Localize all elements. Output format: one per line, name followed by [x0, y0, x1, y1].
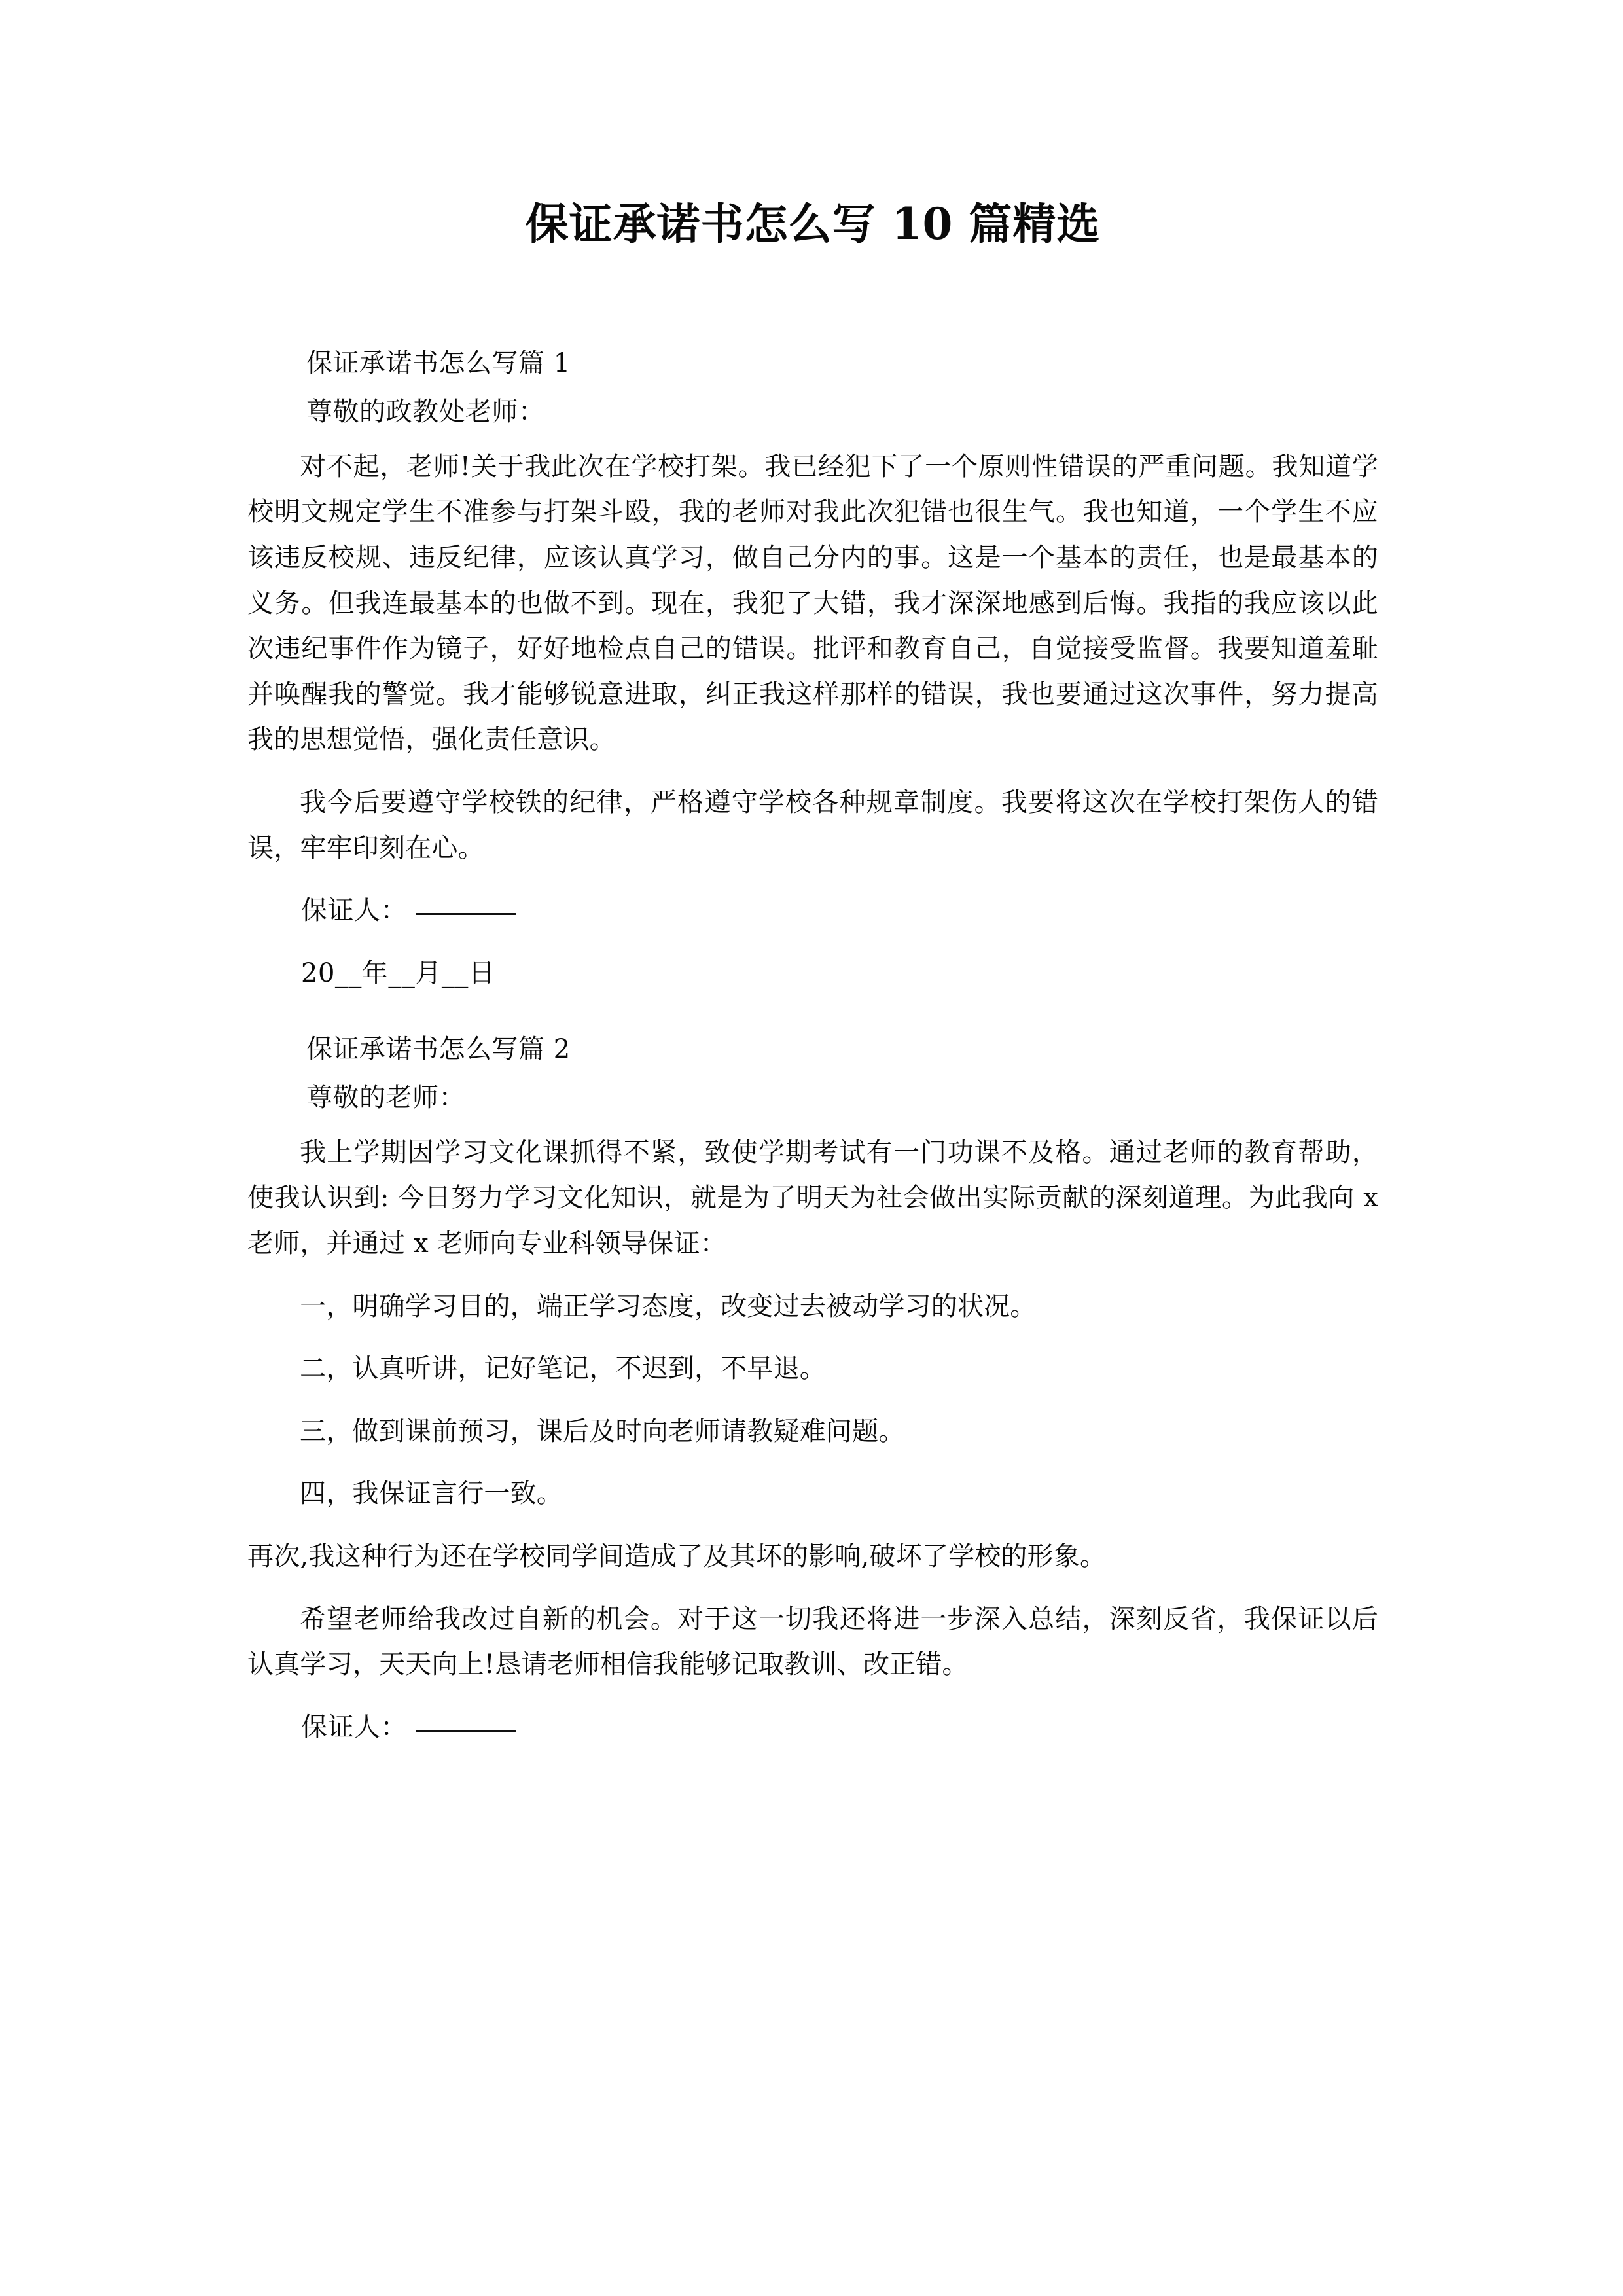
signature-gap — [247, 934, 1378, 951]
paragraph-gap — [247, 763, 1378, 780]
list-gap — [247, 1329, 1378, 1346]
section-2-closing-paragraph-1: 再次,我这种行为还在学校同学间造成了及其坏的影响,破坏了学校的形象。 — [247, 1541, 1107, 1571]
section-2 — [247, 1034, 1378, 1750]
section-1-paragraph-2: 我今后要遵守学校铁的纪律，严格遵守学校各种规章制度。我要将这次在学校打架伤人的错误，牢牢印刻在心。 — [247, 787, 1378, 863]
list-gap — [247, 1454, 1378, 1471]
section-1-heading: 保证承诺书怎么写篇 1 — [306, 348, 571, 379]
section-2-list-item-4: 四，我保证言行一致。 — [300, 1479, 563, 1509]
section-2-list-item-1: 一，明确学习目的，端正学习态度，改变过去被动学习的状况。 — [300, 1291, 1037, 1321]
section-gap — [247, 996, 1378, 1034]
section-2-signature-blank — [416, 1730, 516, 1732]
title-spacer — [247, 251, 1378, 348]
section-2-list-item-2: 二，认真听讲，记好笔记，不迟到，不早退。 — [300, 1354, 826, 1384]
section-1-signature-line — [247, 888, 1378, 934]
document-title: 保证承诺书怎么写 10 篇精选 — [525, 198, 1101, 249]
list-gap — [247, 1517, 1378, 1534]
section-1-signature-blank — [416, 913, 516, 915]
document-content-column — [247, 0, 1378, 1750]
section-1-paragraph-1: 对不起，老师!关于我此次在学校打架。我已经犯下了一个原则性错误的严重问题。我知道学校明文规定学生不准参与打架斗殴，我的老师对我此次犯错也很生气。我也知道，一个学生不应该违反校规、违反纪律，应该认真学习，做自己分内的事。这是一个基本的责任，也是最基本的义务。但我连最基本的也做不到。现在，我犯了大错，我才深深地感到后悔。我指的我应该以此次违纪事件作为镜子，好好地检点自己的错误。批评和教育自己，自觉接受监督。我要知道羞耻并唤醒我的警觉。我才能够锐意进取，纠正我这样那样的错误，我也要通过这次事件，努力提高我的思想觉悟，强化责任意识。 — [247, 451, 1378, 755]
section-2-paragraph-1: 我上学期因学习文化课抓得不紧，致使学期考试有一门功课不及格。通过老师的教育帮助，使我认识到: 今日努力学习文化知识，就是为了明天为社会做出实际贡献的深刻道理。为此我向 x 老师，并通过 x 老师向专业科领导保证： — [247, 1137, 1378, 1259]
paragraph-gap — [247, 1580, 1378, 1597]
section-2-signature-line — [247, 1705, 1378, 1751]
paragraph-gap — [247, 1267, 1378, 1284]
section-2-salutation: 尊敬的老师： — [306, 1082, 465, 1113]
paragraph-gap — [247, 1688, 1378, 1705]
section-1-salutation: 尊敬的政教处老师： — [306, 396, 545, 427]
list-gap — [247, 1392, 1378, 1409]
section-1-signature-label: 保证人： — [301, 895, 407, 926]
section-2-signature-label: 保证人： — [301, 1712, 407, 1742]
section-2-closing-paragraph-2: 希望老师给我改过自新的机会。对于这一切我还将进一步深入总结，深刻反省，我保证以后认真学习，天天向上!恳请老师相信我能够记取教训、改正错。 — [247, 1604, 1378, 1680]
paragraph-gap — [247, 871, 1378, 888]
section-1 — [247, 348, 1378, 996]
section-2-list-item-3: 三，做到课前预习，课后及时向老师请教疑难问题。 — [300, 1416, 905, 1446]
section-2-heading: 保证承诺书怎么写篇 2 — [306, 1034, 571, 1065]
section-1-date-line: 20__年__月__日 — [301, 958, 495, 988]
